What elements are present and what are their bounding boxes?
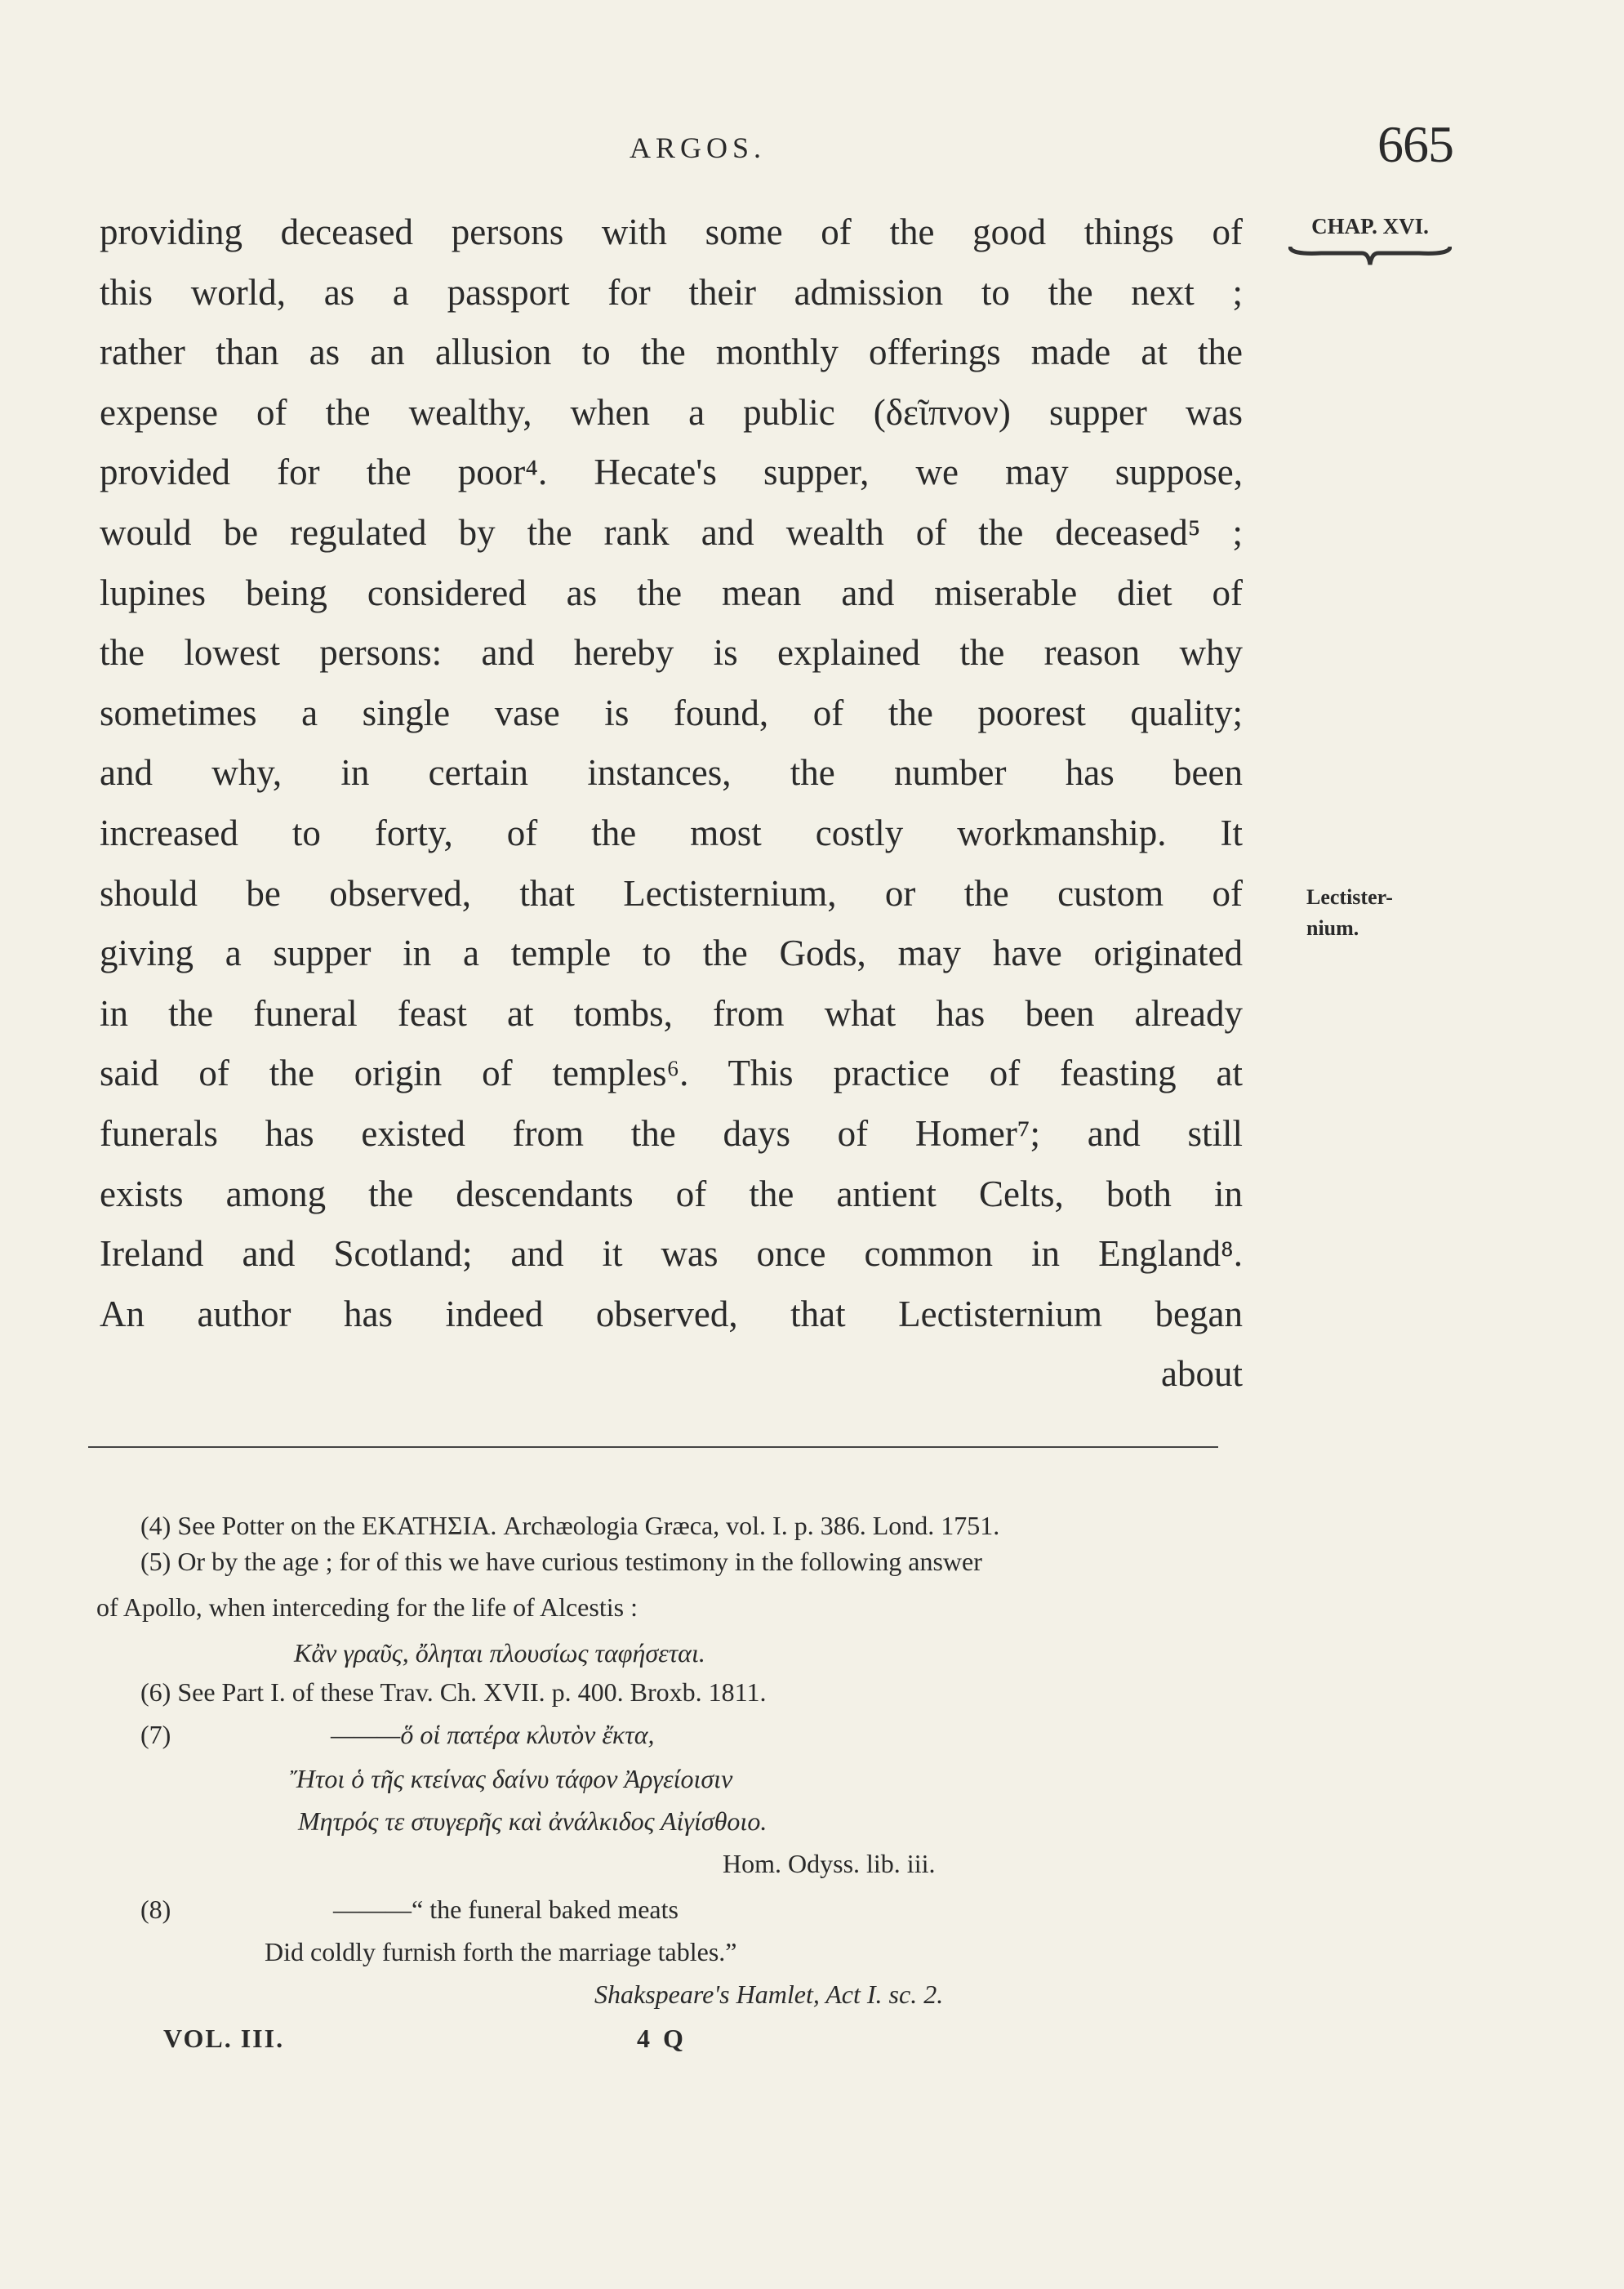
- text-line: expense of the wealthy, when a public (δεῖπνον) supper was: [100, 391, 1243, 433]
- volume-signature: VOL. III.: [163, 2024, 285, 2053]
- citation: Hom. Odyss. lib. iii.: [723, 1849, 936, 1878]
- signature-mark: 4 Q: [637, 2024, 687, 2053]
- text-line: lupines being considered as the mean and miserable diet of: [100, 572, 1243, 613]
- brace-ornament: [1288, 243, 1452, 268]
- text-line: the lowest persons: and hereby is explained the reason why: [100, 632, 1243, 674]
- text-line: said of the origin of temples⁶. This practice of feasting at: [100, 1053, 1243, 1094]
- text-line: sometimes a single vase is found, of the poorest quality;: [100, 692, 1243, 733]
- text-line: Ireland and Scotland; and it was once common in England⁸.: [100, 1233, 1243, 1275]
- quote-line: ———“ the funeral baked meats: [333, 1895, 679, 1924]
- text-line: in the funeral feast at tombs, from what has been already: [100, 992, 1243, 1034]
- text-line: giving a supper in a temple to the Gods, may have originated: [100, 933, 1243, 974]
- text-line: funerals has existed from the days of Homer⁷; and still: [100, 1112, 1243, 1154]
- greek-verse: Ἤτοι ὁ τῆς κτείνας δαίνυ τάφον Ἀργείοισιν: [290, 1764, 733, 1793]
- text-line: and why, in certain instances, the number has been: [100, 752, 1243, 794]
- greek-verse: ———ὅ οἱ πατέρα κλυτὸν ἔκτα,: [331, 1720, 655, 1749]
- text-line: would be regulated by the rank and wealth of the deceased⁵ ;: [100, 511, 1243, 553]
- running-head: ARGOS.: [629, 131, 767, 164]
- footnote-5: (5) Or by the age ; for of this we have curious testimony in the following answer: [140, 1547, 982, 1576]
- text-line: providing deceased persons with some of the good things of: [100, 212, 1243, 252]
- text-line: should be observed, that Lectisternium, or the custom of: [100, 872, 1243, 914]
- text-line: exists among the descendants of the antient Celts, both in: [100, 1173, 1243, 1214]
- quote-line: Did coldly furnish forth the marriage tables.”: [265, 1937, 737, 1966]
- text-line: provided for the poor⁴. Hecate's supper, we may suppose,: [100, 452, 1243, 493]
- lectisternium-margin-note: Lectister- nium.: [1306, 885, 1393, 940]
- footnote-8-label: (8): [140, 1895, 171, 1924]
- footnote-6: (6) See Part I. of these Trav. Ch. XVII. p. 400. Broxb. 1811.: [140, 1677, 767, 1707]
- chapter-margin-note: CHAP. XVI.: [1311, 214, 1429, 238]
- footnote-5-cont: of Apollo, when interceding for the life of Alcestis :: [96, 1592, 638, 1622]
- page-number: 665: [1377, 115, 1453, 173]
- greek-verse: Μητρός τε στυγερῆς καὶ ἀνάλκιδος Αἰγίσθοιο.: [298, 1806, 768, 1836]
- footnote-7-label: (7): [140, 1720, 171, 1749]
- body-text: [100, 203, 1243, 1405]
- text-line: An author has indeed observed, that Lectisternium began: [100, 1293, 1243, 1334]
- text-line: rather than as an allusion to the monthly offerings made at the: [100, 332, 1243, 373]
- text-line: this world, as a passport for their admission to the next ;: [100, 271, 1243, 313]
- text-line: increased to forty, of the most costly workmanship. It: [100, 812, 1243, 853]
- catchword: about: [1161, 1353, 1243, 1395]
- footnote-4: (4) See Potter on the ΕΚΑΤΗΣΙΑ. Archæologia Græca, vol. I. p. 386. Lond. 1751.: [140, 1511, 1000, 1540]
- footnote-divider: [88, 1446, 1218, 1448]
- citation: Shakspeare's Hamlet, Act I. sc. 2.: [594, 1979, 944, 2009]
- greek-quote: Κἂν γραῦς, ὄληται πλουσίως ταφήσεται.: [294, 1638, 705, 1668]
